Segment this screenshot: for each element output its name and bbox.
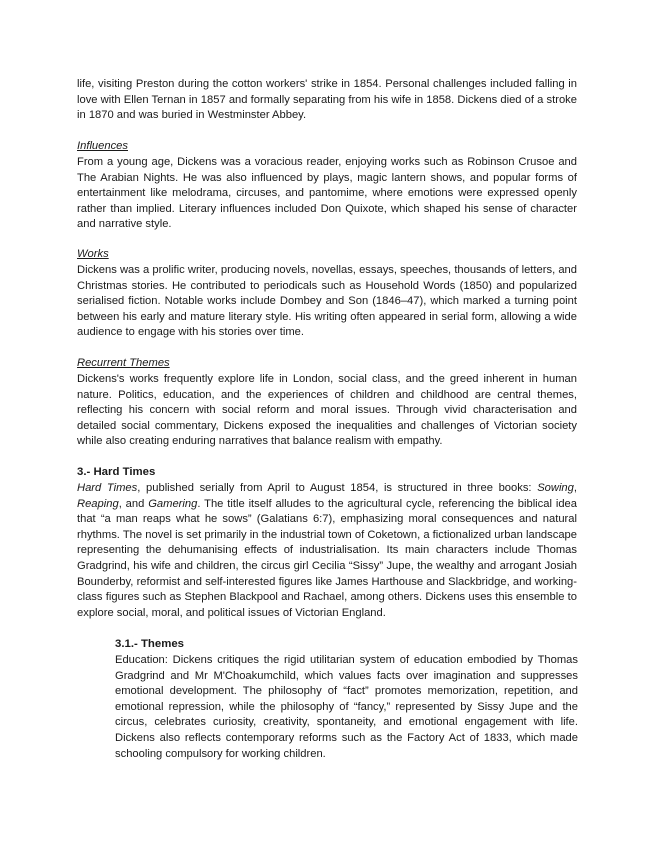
themes-subsection-heading: 3.1.- Themes — [115, 638, 185, 650]
separator-2: , and — [118, 497, 149, 510]
influences-heading: Influences — [77, 140, 128, 152]
themes-subsection-paragraph: Education: Dickens critiques the rigid utilitarian system of education embodied by Thomas Gradgrind and Mr M'Choakumchild, which values facts over imagination and suppresses emotional development. The philosophy of “fact” promotes memorization, repetition, and emotional repression, while the philosophy of “fancy,” represented by Sissy Jupe and the circus, celebrates curiosity, creativity, spontaneity, and emotional engagement with life. Dickens also reflects contemporary reforms such as the Factory Act of 1833, which made schooling compulsory for working children. — [115, 654, 578, 760]
book-gamering: Gamering — [148, 497, 198, 510]
recurrent-themes-paragraph: Dickens's works frequently explore life in London, social class, and the greed inherent in human nature. Politics, education, and the experiences of children and childhood are central themes, reflecting his concern with social reform and moral issues. Through vivid characterisation and detailed social commentary, Dickens exposed the inequalities and challenges of Victorian society while also creating enduring narratives that balance realism with empathy. — [77, 373, 577, 448]
intro-paragraph: life, visiting Preston during the cotton workers' strike in 1854. Personal challenges included falling in love with Ellen Ternan in 1857 and formally separating from his wife in 1858. Dickens died of a stroke in 1870 and was buried in Westminster Abbey. — [77, 78, 577, 122]
recurrent-themes-heading: Recurrent Themes — [77, 357, 170, 369]
hard-times-heading: 3.- Hard Times — [77, 466, 156, 478]
separator-1: , — [573, 482, 577, 494]
works-paragraph: Dickens was a prolific writer, producing novels, novellas, essays, speeches, thousands of letters, and Christmas stories. He contributed to periodicals such as Household Words (1850) and popularized serialised fiction. Notable works include Dombey and Son (1846–47), which marked a turning point between his early and mature literary style. His writing often appeared in serial form, allowing a wide audience to engage with his stories over time. — [77, 264, 577, 339]
hard-times-title: Hard Times — [77, 482, 138, 494]
book-sowing: Sowing — [537, 482, 574, 494]
book-reaping: Reaping — [77, 497, 119, 510]
influences-paragraph: From a young age, Dickens was a voracious reader, enjoying works such as Robinson Crusoe and The Arabian Nights. He was also influenced by plays, magic lantern shows, and popular forms of entertainment like melodrama, circuses, and pantomime, where emotions were expressed openly rather than implied. Literary influences included Don Quixote, which shaped his sense of character and narrative style. — [77, 156, 577, 231]
hard-times-paragraph — [77, 481, 577, 621]
works-heading: Works — [77, 248, 109, 260]
hard-times-text-a: , published serially from April to August 1854, is structured in three books: — [137, 482, 538, 494]
hard-times-text-b: . The title itself alludes to the agricultural cycle, referencing the biblical idea that “a man reaps what he sows” (Galatians 6:7), emphasizing moral consequences and natural rhythms. The novel is set primarily in the industrial town of Coketown, a fictionalized urban landscape representing the dehumanising effects of industrialisation. Its main characters include Thomas Gradgrind, his wife and children, the circus girl Cecilia “Sissy” Jupe, the wealthy and arrogant Josiah Bounderby, reformist and self-interested figures like James Harthouse and Slackbridge, and working-class figures such as Stephen Blackpool and Rachael, among others. Dickens uses this ensemble to explore social, moral, and political issues of Victorian England. — [77, 497, 577, 619]
